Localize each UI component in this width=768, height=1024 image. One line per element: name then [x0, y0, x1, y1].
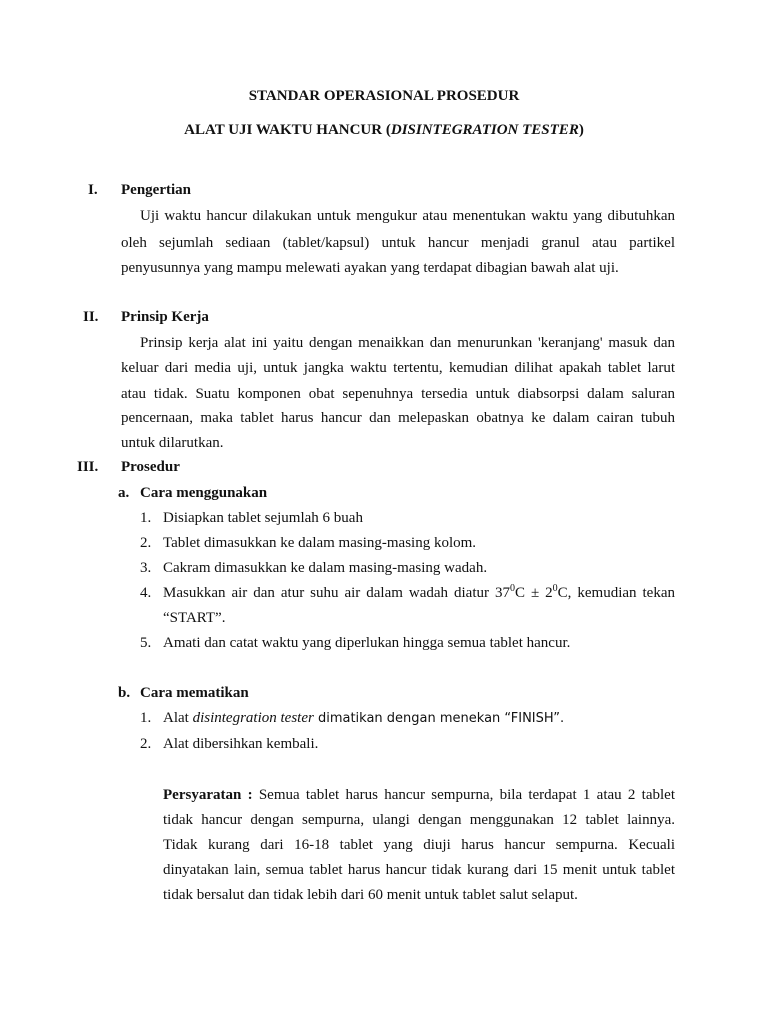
step-text: Amati dan catat waktu yang diperlukan hingga semua tablet hancur. [163, 635, 571, 651]
section-1-line: Uji waktu hancur dilakukan untuk mengukur atau menentukan waktu yang dibutuhkan [140, 208, 675, 224]
section-1-line: oleh sejumlah sediaan (tablet/kapsul) untuk hancur menjadi granul atau partikel [121, 235, 675, 251]
requirements-line [163, 787, 675, 804]
section-2-number: II. [83, 309, 99, 325]
step-number: 3. [140, 560, 152, 576]
subsection-b-letter: b. [118, 685, 131, 701]
requirements-line: Tidak kurang dari 16-18 tablet yang diuji harus hancur sempurna. Kecuali [163, 837, 675, 853]
section-1-number: I. [88, 182, 98, 198]
step-number: 1. [140, 510, 152, 526]
step-text: Cakram dimasukkan ke dalam masing-masing wadah. [163, 560, 488, 576]
requirements-line: tidak hancur dengan sempurna, ulangi dengan menggunakan 12 tablet lainnya. [163, 812, 675, 828]
section-1-heading: Pengertian [121, 182, 191, 198]
step-text: Tablet dimasukkan ke dalam masing-masing kolom. [163, 535, 477, 551]
step-4-part-a: Masukkan air dan atur suhu air dalam wadah diatur 37 [163, 585, 510, 601]
section-2-line: Prinsip kerja alat ini yaitu dengan menaikkan dan menurunkan 'keranjang' masuk dan [140, 335, 675, 351]
step-text [163, 585, 675, 602]
subsection-b-heading: Cara mematikan [140, 685, 249, 701]
requirements-line: tidak bersalut dan tidak lebih dari 60 menit untuk tablet salut selaput. [163, 887, 578, 903]
document-subtitle [0, 122, 768, 139]
subtitle-part-c: ) [578, 122, 584, 138]
subsection-a-heading: Cara menggunakan [140, 485, 268, 501]
step-b1-part-b: dimatikan dengan menekan “FINISH”. [313, 711, 565, 726]
degree-superscript: 0 [552, 583, 558, 594]
section-2-line: atau tidak. Suatu komponen obat sepenuhnya tersedia untuk diabsorpsi dalam saluran [121, 386, 675, 402]
step-number: 5. [140, 635, 152, 651]
step-4-part-c: C, kemudian tekan [557, 585, 676, 601]
step-text [163, 710, 564, 727]
subsection-a-letter: a. [118, 485, 130, 501]
step-4-part-b: C ± 2 [514, 585, 553, 601]
step-b1-italic: disintegration tester [192, 710, 314, 726]
section-2-heading: Prinsip Kerja [121, 309, 209, 325]
subtitle-part-italic: DISINTEGRATION TESTER [390, 122, 579, 138]
step-number: 1. [140, 710, 152, 726]
step-text: Alat dibersihkan kembali. [163, 736, 319, 752]
step-b1-part-a: Alat [163, 710, 193, 726]
requirements-label: Persyaratan : [163, 787, 253, 803]
section-1-line: penyusunnya yang mampu melewati ayakan yang terdapat dibagian bawah alat uji. [121, 260, 619, 276]
section-3-heading: Prosedur [121, 459, 180, 475]
section-2-line: untuk dilarutkan. [121, 435, 224, 451]
section-3-number: III. [77, 459, 99, 475]
step-number: 4. [140, 585, 152, 601]
step-text-continued: “START”. [163, 610, 226, 626]
requirements-first-text: Semua tablet harus hancur sempurna, bila terdapat 1 atau 2 tablet [252, 787, 675, 803]
document-title: STANDAR OPERASIONAL PROSEDUR [248, 88, 520, 104]
section-2-line: keluar dari media uji, untuk jangka waktu tertentu, kemudian dilihat apakah tablet larut [121, 360, 675, 376]
step-number: 2. [140, 736, 152, 752]
degree-superscript: 0 [509, 583, 515, 594]
section-2-line: pencernaan, maka tablet harus hancur dan melepaskan obatnya ke dalam cairan tubuh [121, 410, 675, 426]
step-number: 2. [140, 535, 152, 551]
requirements-line: dinyatakan lain, semua tablet harus hancur tidak kurang dari 15 menit untuk tablet [163, 862, 675, 878]
step-text: Disiapkan tablet sejumlah 6 buah [163, 510, 363, 526]
subtitle-part-a: ALAT UJI WAKTU HANCUR ( [184, 122, 391, 138]
